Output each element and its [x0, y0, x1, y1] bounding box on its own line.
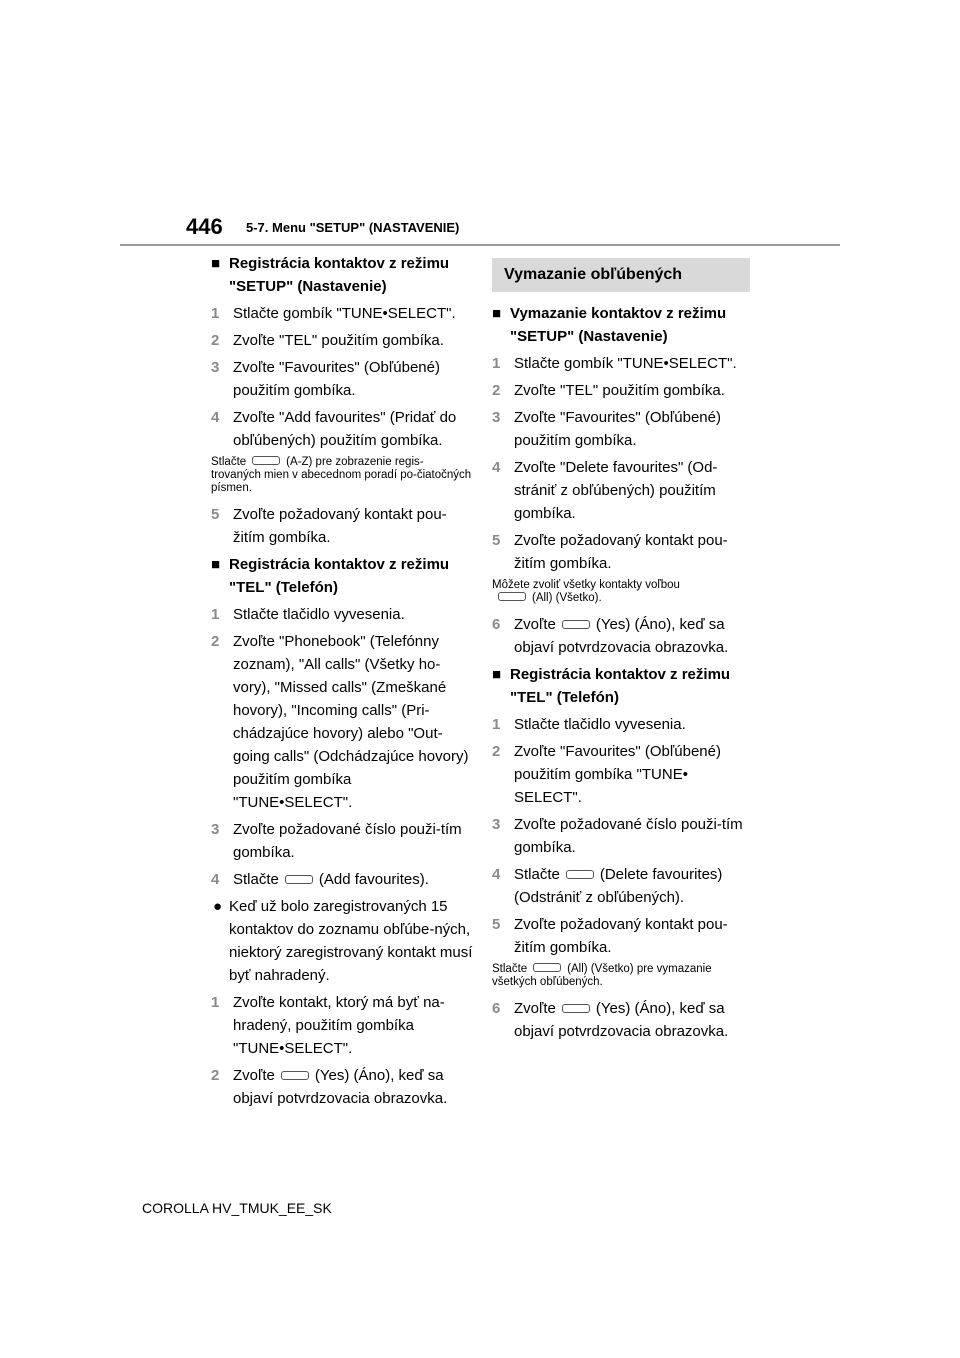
step: 4 Zvoľte "Delete favourites" (Od-strániť z obľúbených) použitím gombíka. — [492, 459, 718, 522]
header-rule — [120, 244, 840, 246]
step: 2 Zvoľte "TEL" použitím gombíka. — [492, 382, 725, 399]
button-icon — [562, 620, 590, 629]
button-icon — [533, 963, 561, 972]
step: 1 Stlačte tlačidlo vyvesenia. — [211, 606, 405, 623]
button-icon — [285, 875, 313, 884]
step: 1 Stlačte gombík "TUNE•SELECT". — [211, 305, 456, 322]
button-icon — [252, 456, 280, 465]
step: 3 Zvoľte požadované číslo použi-tím gombíka. — [211, 821, 462, 861]
note: Stlačte (All) (Všetko) pre vymazanie všetkých obľúbených. — [492, 963, 712, 988]
step: 4 Stlačte (Add favourites). — [211, 871, 429, 888]
right-column — [492, 258, 754, 1047]
bullet-note: ● Keď už bolo zaregistrovaných 15 kontaktov do zoznamu obľúbe-ných, niektorý zaregistrovaný kontakt musí byť nahradený. — [211, 895, 473, 987]
step: 2 Zvoľte "Favourites" (Obľúbené) použitím gombíka "TUNE• SELECT". — [492, 743, 721, 806]
section-title: 5-7. Menu "SETUP" (NASTAVENIE) — [246, 220, 460, 235]
square-bullet-icon: ■ — [211, 255, 221, 272]
step: 1 Stlačte gombík "TUNE•SELECT". — [492, 355, 737, 372]
step: 1 Zvoľte kontakt, ktorý má byť na-hradený, použitím gombíka "TUNE•SELECT". — [211, 994, 445, 1057]
note: Môžete zvoliť všetky kontakty voľbou (All) (Všetko). — [492, 579, 680, 604]
left-column — [211, 252, 473, 1114]
page-number: 446 — [186, 214, 223, 239]
step: 4 Stlačte (Delete favourites) (Odstrániť z obľúbených). — [492, 866, 723, 906]
step: 3 Zvoľte "Favourites" (Obľúbené) použitím gombíka. — [492, 409, 721, 449]
button-icon — [566, 870, 594, 879]
step: 2 Zvoľte "TEL" použitím gombíka. — [211, 332, 444, 349]
footer-model-code: COROLLA HV_TMUK_EE_SK — [142, 1200, 332, 1216]
step: 3 Zvoľte "Favourites" (Obľúbené) použitím gombíka. — [211, 359, 440, 399]
heading-setup-registration: ■ Registrácia kontaktov z režimu "SETUP" (Nastavenie) — [211, 252, 473, 298]
step: 3 Zvoľte požadované číslo použi-tím gombíka. — [492, 816, 743, 856]
button-icon — [498, 592, 526, 601]
step: 6 Zvoľte (Yes) (Áno), keď sa objaví potvrdzovacia obrazovka. — [492, 616, 729, 656]
note: Stlačte (A-Z) pre zobrazenie regis-trovaných mien v abecednom poradí po-čiatočných písmen. — [211, 456, 472, 494]
heading-tel-registration-right: ■ Registrácia kontaktov z režimu "TEL" (Telefón) — [492, 663, 754, 709]
section-box-title: Vymazanie obľúbených — [492, 258, 750, 292]
step: 5 Zvoľte požadovaný kontakt pou-žitím gombíka. — [492, 532, 728, 572]
bullet-dot-icon: ● — [213, 898, 223, 915]
heading-tel-registration: ■ Registrácia kontaktov z režimu "TEL" (Telefón) — [211, 553, 473, 599]
heading-setup-delete: ■ Vymazanie kontaktov z režimu "SETUP" (Nastavenie) — [492, 302, 754, 348]
step: 4 Zvoľte "Add favourites" (Pridať do obľúbených) použitím gombíka. — [211, 409, 457, 449]
step: 2 Zvoľte "Phonebook" (Telefónny zoznam), "All calls" (Všetky ho-vory), "Missed calls" (Zmeškané hovory), "Incoming calls" (Pri-chádzajúce hovory) alebo "Out-going calls" (Odchádzajúce hovory) použitím gombíka "TUNE•SELECT". — [211, 633, 469, 811]
step: 6 Zvoľte (Yes) (Áno), keď sa objaví potvrdzovacia obrazovka. — [492, 1000, 729, 1040]
square-bullet-icon: ■ — [211, 556, 221, 573]
square-bullet-icon: ■ — [492, 305, 502, 322]
square-bullet-icon: ■ — [492, 666, 502, 683]
step: 1 Stlačte tlačidlo vyvesenia. — [492, 716, 686, 733]
step: 5 Zvoľte požadovaný kontakt pou-žitím gombíka. — [211, 506, 447, 546]
button-icon — [562, 1004, 590, 1013]
step: 5 Zvoľte požadovaný kontakt pou-žitím gombíka. — [492, 916, 728, 956]
button-icon — [281, 1071, 309, 1080]
step: 2 Zvoľte (Yes) (Áno), keď sa objaví potvrdzovacia obrazovka. — [211, 1067, 448, 1107]
